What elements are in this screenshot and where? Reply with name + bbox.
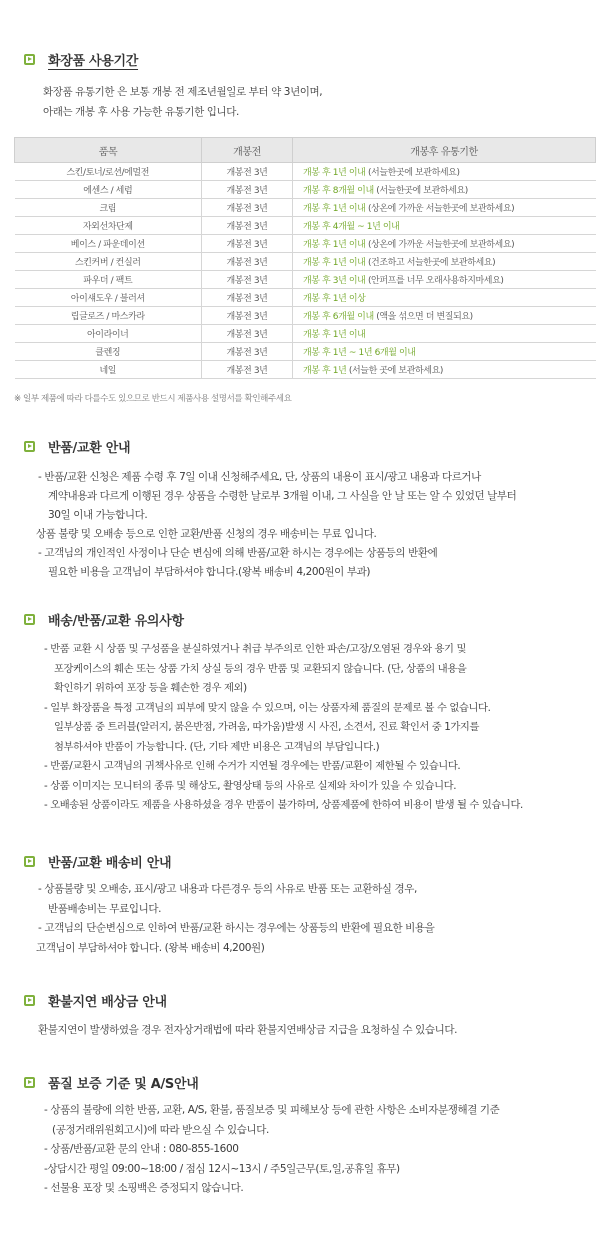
quality-title-text: 품질 보증 기준 및 A/S안내 [48,1077,199,1092]
cell-item: 클렌징 [15,343,202,361]
return-fee-title-text: 반품/교환 배송비 안내 [48,856,172,871]
cell-item: 베이스 / 파운데이션 [15,235,202,253]
usage-note: ※ 일부 제품에 따라 다를수도 있으므로 반드시 제품사용 설명서를 확인해주세요 [14,394,292,404]
table-row [15,217,596,235]
green-square-arrow-icon [24,54,35,65]
table-row [15,235,596,253]
text-line: 첨부하셔야 반품이 가능합니다. (단, 기타 제반 비용은 고객님의 부담입니다.) [54,740,380,753]
cell-item: 크림 [15,199,202,217]
cell-after [293,253,596,271]
cell-after [293,343,596,361]
header-item: 품목 [15,138,202,163]
return-exchange-body [38,468,516,582]
cell-after [293,163,596,181]
cell-item: 립글로즈 / 마스카라 [15,307,202,325]
after-period: 개봉 후 6개월 이내 [303,312,374,322]
table-row [15,163,596,181]
after-period: 개봉 후 1년 이내 [303,258,366,268]
cell-item: 자외선차단제 [15,217,202,235]
table-row [15,325,596,343]
cell-after [293,181,596,199]
cell-item: 스킨커버 / 컨실러 [15,253,202,271]
usage-table [14,137,596,379]
text-line: 고객님이 부담하셔야 합니다. (왕복 배송비 4,200원) [36,941,265,954]
after-note: (상온에 가까운 서늘한곳에 보관하세요) [365,240,515,250]
cell-item: 파우더 / 팩트 [15,271,202,289]
text-line: - 상품 이미지는 모니터의 종류 및 해상도, 촬영상태 등의 사유로 실제와 차이가 있을 수 있습니다. [44,779,457,792]
refund-delay-title [24,991,167,1010]
after-note: (건조하고 서늘한곳에 보관하세요) [365,258,496,268]
table-row [15,343,596,361]
cell-after [293,199,596,217]
usage-title-text: 화장품 사용기간 [48,54,139,69]
text-line: - 선물용 포장 및 소핑백은 증정되지 않습니다. [44,1182,244,1194]
return-exchange-title-text: 반품/교환 안내 [48,441,131,456]
text-line: 계약내용과 다르게 이행된 경우 상품을 수령한 날로부 3개월 이내, 그 사실을 안 날 또는 알 수 있었던 날부터 [48,490,517,502]
cell-before: 개봉전 3년 [202,181,293,199]
cell-after [293,361,596,379]
return-exchange-title [24,437,130,456]
text-line: - 상품/반품/교환 문의 안내 : 080-855-1600 [44,1143,239,1155]
cell-item: 에센스 / 세럼 [15,181,202,199]
cell-after [293,235,596,253]
text-line: 30일 이내 가능합니다. [48,509,148,521]
text-line: 반품배송비는 무료입니다. [48,902,162,915]
green-square-arrow-icon [24,614,35,625]
header-after: 개봉후 유통기한 [293,138,596,163]
cell-before: 개봉전 3년 [202,271,293,289]
quality-title [24,1073,199,1092]
cell-before: 개봉전 3년 [202,307,293,325]
after-period: 개봉 후 1년 이내 [303,240,366,250]
after-note: (액을 섞으면 더 변질되요) [373,312,473,322]
green-square-arrow-icon [24,995,35,1006]
after-note: (상온에 가까운 서늘한곳에 보관하세요) [365,204,515,214]
cell-before: 개봉전 3년 [202,253,293,271]
text-line: 포장케이스의 훼손 또는 상품 가치 상실 등의 경우 반품 및 교환되지 않습니다. (단, 상품의 내용을 [54,662,467,675]
after-period: 개봉 후 4개월 ~ 1년 이내 [303,222,400,232]
text-line: - 고객님의 단순변심으로 인하여 반품/교환 하시는 경우에는 상품등의 반환에 필요한 비용을 [38,922,435,934]
text-line: - 고객님의 개인적인 사정이나 단순 변심에 의해 반품/교환 하시는 경우에는 상품등의 반환에 [38,547,438,559]
text-line: - 상품불량 및 오배송, 표시/광고 내용과 다른경우 등의 사유로 반품 또는 교환하실 경우, [38,883,417,895]
header-before: 개봉전 [202,138,293,163]
table-row [15,181,596,199]
after-note: (안퍼프를 너무 오래사용하지마세요) [365,276,504,286]
table-row [15,271,596,289]
text-line: - 반품 교환 시 상품 및 구성품을 분실하였거나 취급 부주의로 인한 파손/고장/오염된 경우와 용기 및 [44,643,466,655]
after-period: 개봉 후 1년 이상 [303,294,366,304]
after-period: 개봉 후 1년 [303,366,347,376]
usage-section-title [24,50,138,69]
return-fee-title [24,852,171,871]
text-line: - 오배송된 상품이라도 제품을 사용하셨을 경우 반품이 불가하며, 상품제품에 한하여 비용이 발생 될 수 있습니다. [44,799,523,811]
shipping-notes-title-text: 배송/반품/교환 유의사항 [48,614,184,629]
cell-before: 개봉전 3년 [202,325,293,343]
text-line: 상품 불량 및 오배송 등으로 인한 교환/반품 신청의 경우 배송비는 무료 입니다. [36,528,377,540]
table-row [15,253,596,271]
after-period: 개봉 후 1년 이내 [303,330,366,340]
cell-item: 네일 [15,361,202,379]
text-line: 일부상품 중 트러블(알러지, 붉은반점, 가려움, 따가움)발생 시 사진, 소견서, 진료 확인서 중 1가지를 [54,721,480,733]
after-period: 개봉 후 1년 ~ 1년 6개월 이내 [303,348,416,358]
return-fee-body [38,880,434,958]
after-period: 개봉 후 3년 이내 [303,276,366,286]
text-line: 환불지연이 발생하였을 경우 전자상거래법에 따라 환불지연배상금 지급을 요청하실 수 있습니다. [38,1024,458,1036]
refund-delay-title-text: 환불지연 배상금 안내 [48,995,167,1010]
cell-after [293,289,596,307]
quality-body [44,1101,499,1199]
cell-after [293,217,596,235]
after-note: (서늘한곳에 보관하세요) [373,186,468,196]
cell-before: 개봉전 3년 [202,163,293,181]
cell-after [293,307,596,325]
text-line: -상담시간 평일 09:00~18:00 / 점심 12시~13시 / 주5일근무(토,일,공휴일 휴무) [44,1162,400,1175]
after-period: 개봉 후 1년 이내 [303,168,366,178]
cell-item: 아이섀도우 / 블러셔 [15,289,202,307]
cell-before: 개봉전 3년 [202,217,293,235]
green-square-arrow-icon [24,441,35,452]
text-line: 필요한 비용을 고객님이 부담하셔야 합니다.(왕복 배송비 4,200원이 부과) [48,566,371,578]
table-row [15,199,596,217]
text-line: - 일부 화장품을 특정 고객님의 피부에 맞지 않을 수 있으며, 이는 상품자체 품질의 문제로 볼 수 없습니다. [44,701,491,714]
cell-item: 아이라이너 [15,325,202,343]
text-line: (공정거래위원회고시)에 따라 받으실 수 있습니다. [52,1123,269,1136]
usage-intro-line: 아래는 개봉 후 사용 가능한 유통기한 입니다. [43,106,239,118]
text-line: - 반품/교환시 고객님의 귀책사유로 인해 수거가 지연될 경우에는 반품/교환이 제한될 수 있습니다. [44,760,461,772]
green-square-arrow-icon [24,1077,35,1088]
cell-item: 스킨/토너/로션/에멀전 [15,163,202,181]
text-line: - 상품의 불량에 의한 반품, 교환, A/S, 환불, 품질보증 및 피해보상 등에 관한 사항은 소비자분쟁해결 기준 [44,1104,500,1116]
after-note: (서늘한 곳에 보관하세요) [346,366,443,376]
refund-delay-body [38,1020,457,1040]
after-period: 개봉 후 8개월 이내 [303,186,374,196]
after-note: (서늘한곳에 보관하세요) [365,168,460,178]
cell-before: 개봉전 3년 [202,361,293,379]
usage-intro [43,82,322,122]
text-line: - 반품/교환 신청은 제품 수령 후 7일 이내 신청해주세요, 단, 상품의 내용이 표시/광고 내용과 다르거나 [38,471,481,483]
text-line: 확인하기 위하여 포장 등을 훼손한 경우 제외) [54,682,247,694]
table-row [15,289,596,307]
after-period: 개봉 후 1년 이내 [303,204,366,214]
cell-before: 개봉전 3년 [202,199,293,217]
cell-before: 개봉전 3년 [202,343,293,361]
usage-intro-line: 화장품 유통기한 은 보통 개봉 전 제조년월일로 부터 약 3년이며, [43,86,323,98]
table-row [15,361,596,379]
green-square-arrow-icon [24,856,35,867]
shipping-notes-body [44,640,523,816]
cell-after [293,271,596,289]
cell-after [293,325,596,343]
cell-before: 개봉전 3년 [202,289,293,307]
usage-table-header [15,138,596,163]
shipping-notes-title [24,610,184,629]
table-row [15,307,596,325]
cell-before: 개봉전 3년 [202,235,293,253]
